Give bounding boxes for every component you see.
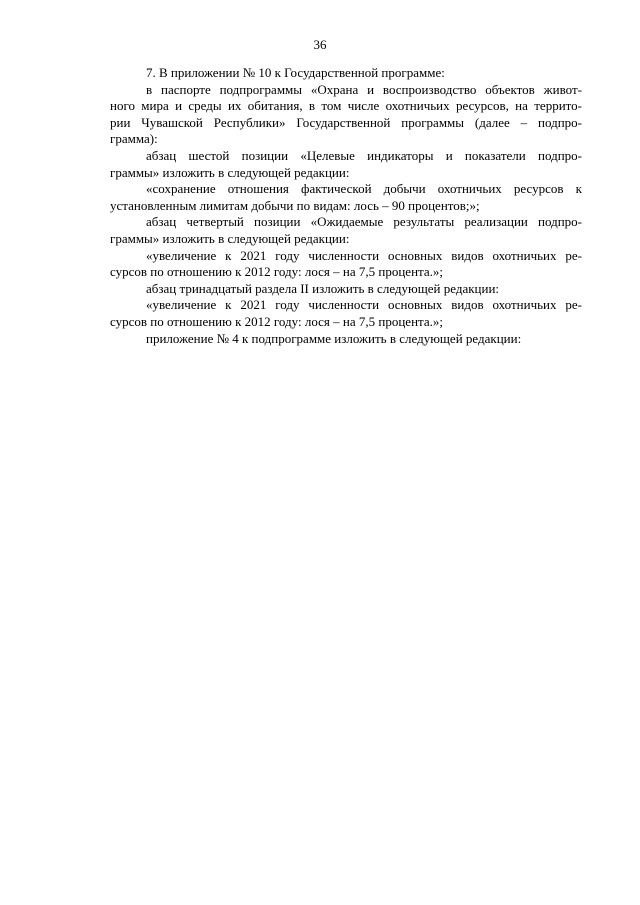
text-line: рии Чувашской Республики» Государственной программы (далее – подпро-	[110, 114, 582, 130]
text-line: «сохранение отношения фактической добычи охотничьих ресурсов к	[146, 181, 582, 197]
text-line: грамма):	[110, 131, 158, 147]
text-line: абзац тринадцатый раздела II изложить в следующей редакции:	[146, 280, 500, 296]
text-line: абзац четвертый позиции «Ожидаемые результаты реализации подпро-	[146, 214, 582, 230]
text-line: 7. В приложении № 10 к Государственной программе:	[146, 65, 445, 80]
text-line: сурсов по отношению к 2012 году: лося – на 7,5 процента.»;	[110, 264, 443, 280]
text-line: в паспорте подпрограммы «Охрана и воспроизводство объектов живот-	[146, 81, 582, 97]
document-body	[110, 65, 582, 347]
text-line: «увеличение к 2021 году численности основных видов охотничьих ре-	[146, 247, 582, 263]
page-number: 36	[313, 37, 327, 52]
text-line: граммы» изложить в следующей редакции:	[110, 164, 350, 180]
text-line: абзац шестой позиции «Целевые индикаторы и показатели подпро-	[146, 147, 582, 163]
text-line: сурсов по отношению к 2012 году: лося – на 7,5 процента.»;	[110, 313, 443, 329]
text-line: ного мира и среды их обитания, в том числе охотничьих ресурсов, на террито-	[110, 98, 582, 114]
text-line: «увеличение к 2021 году численности основных видов охотничьих ре-	[146, 297, 582, 313]
text-line: установленным лимитам добычи по видам: лось – 90 процентов;»;	[110, 197, 480, 213]
text-line: граммы» изложить в следующей редакции:	[110, 230, 350, 246]
text-line: приложение № 4 к подпрограмме изложить в следующей редакции:	[146, 330, 522, 346]
